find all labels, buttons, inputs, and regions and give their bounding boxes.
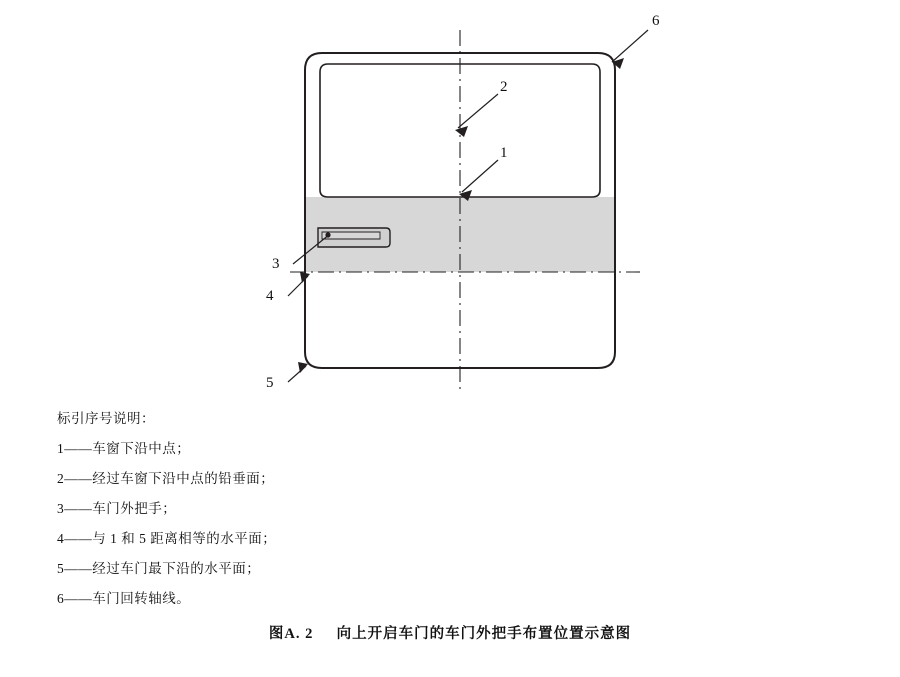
legend-title: 标引序号说明： xyxy=(57,411,155,426)
figure-caption xyxy=(0,622,900,643)
callout-5-leader xyxy=(288,362,308,382)
callout-5-label: 5 xyxy=(266,375,274,391)
callout-3-label: 3 xyxy=(272,256,280,272)
figure-caption-text: 向上开启车门的车门外把手布置位置示意图 xyxy=(336,626,632,642)
callout-2-label: 2 xyxy=(500,79,508,95)
legend-item: 5——经过车门最下沿的水平面； xyxy=(57,561,261,576)
door-handle xyxy=(318,228,390,247)
legend-item: 1——车窗下沿中点； xyxy=(57,441,191,456)
callout-4-leader xyxy=(288,272,310,296)
callout-1-label: 1 xyxy=(500,145,508,161)
figure-caption-number: 图A. 2 xyxy=(268,626,314,642)
legend xyxy=(57,404,577,614)
callout-6-label: 6 xyxy=(652,13,660,29)
callout-6-leader xyxy=(612,30,648,69)
legend-item: 3——车门外把手； xyxy=(57,501,177,516)
legend-item: 6——车门回转轴线。 xyxy=(57,591,191,606)
legend-item: 4——与 1 和 5 距离相等的水平面； xyxy=(57,531,277,546)
callout-4-label: 4 xyxy=(266,288,274,304)
legend-item: 2——经过车窗下沿中点的铅垂面； xyxy=(57,471,275,486)
